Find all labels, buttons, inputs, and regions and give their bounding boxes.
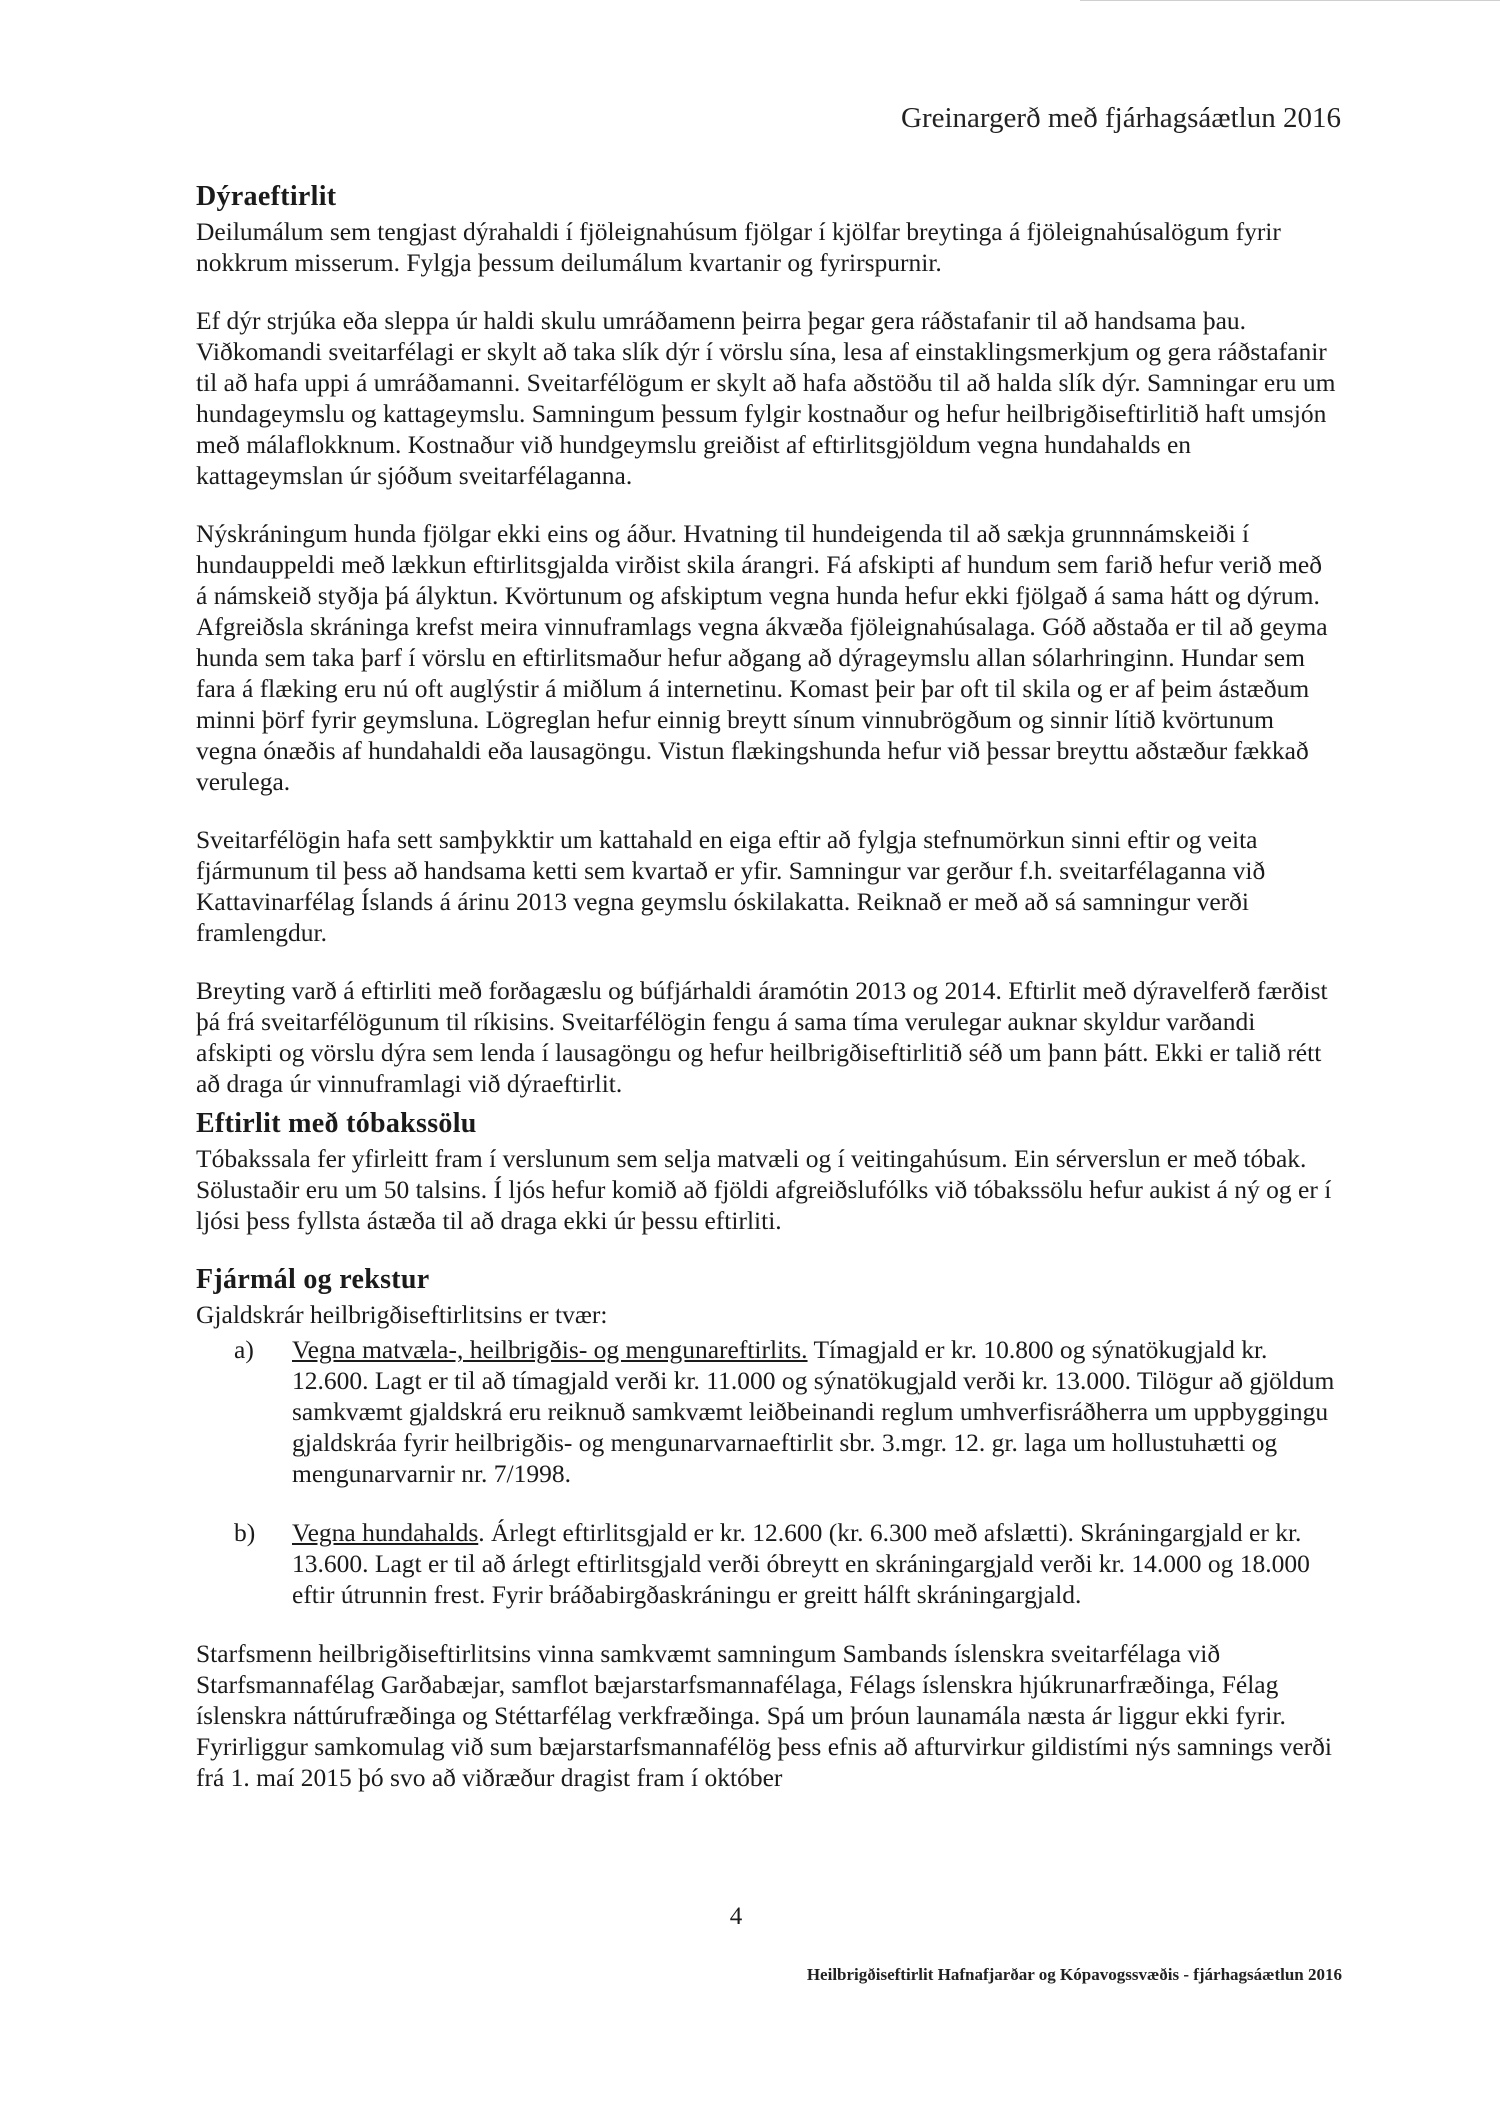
scan-edge-line <box>1080 0 1500 1</box>
paragraph: Deilumálum sem tengjast dýrahaldi í fjöleignahúsum fjölgar í kjölfar breytinga á fjöleignahúsalögum fyrir nokkrum misserum. Fylgja þessum deilumálum kvartanir og fyrirspurnir. <box>196 217 1281 277</box>
paragraph: Breyting varð á eftirliti með forðagæslu og búfjárhaldi áramótin 2013 og 2014. Eftirlit með dýravelferð færðist þá frá sveitarfélögunum til ríkisins. Sveitarfélögin fengu á sama tíma verulegar auknar skyldur varðandi afskipti og vörslu dýra sem lenda í lausagöngu og hefur heilbrigðiseftirlitið séð um þann þátt. Ekki er talið rétt að draga úr vinnuframlagi við dýraeftirlit. <box>196 976 1328 1098</box>
page-number: 4 <box>729 1903 743 1930</box>
list-item-text: . Árlegt eftirlitsgjald er kr. 12.600 (kr. 6.300 með afslætti). Skráningargjald er kr. 13.600. Lagt er til að árlegt eftirlitsgjald verði óbreytt en skráningargjald verði kr. 14.000 og 18.000 eftir útrunnin frest. Fyrir bráðabirgðaskráningu er greitt hálft skráningargjald. <box>292 1518 1310 1609</box>
paragraph: Tóbakssala fer yfirleitt fram í verslunum sem selja matvæli og í veitingahúsum. Ein sérverslun er með tóbak. Sölustaðir eru um 50 talsins. Í ljós hefur komið að fjöldi afgreiðslufólks við tóbakssölu hefur aukist á ný og er í ljósi þess fyllsta ástæða til að draga ekki úr þessu eftirliti. <box>196 1144 1332 1235</box>
fee-list <box>196 1334 1336 1610</box>
paragraph: Gjaldskrár heilbrigðiseftirlitsins er tvær: <box>196 1300 608 1329</box>
page-content <box>196 180 1336 1820</box>
list-item-text: Tímagjald er kr. 10.800 og sýnatökugjald kr. 12.600. Lagt er til að tímagjald verði kr. 11.000 og sýnatökugjald verði kr. 13.000. Tilögur að gjöldum samkvæmt gjaldskrá eru reiknuð samkvæmt leiðbeinandi reglum umhverfisráðherra um uppbyggingu gjaldskráa fyrir heilbrigðis- og mengunarvarnaeftirlit sbr. 3.mgr. 12. gr. laga um hollustuhætti og mengunarvarnir nr. 7/1998. <box>292 1335 1335 1488</box>
list-item-body <box>292 1334 1336 1489</box>
list-item <box>196 1517 1336 1610</box>
page-footer: Heilbrigðiseftirlit Hafnafjarðar og Kópavogssvæðis - fjárhagsáætlun 2016 <box>806 1965 1342 1984</box>
paragraph: Starfsmenn heilbrigðiseftirlitsins vinna samkvæmt samningum Sambands íslenskra sveitarfélaga við Starfsmannafélag Garðabæjar, samflot bæjarstarfsmannafélaga, Félags íslenskra hjúkrunarfræðinga, Félag íslenskra náttúrufræðinga og Stéttarfélag verkfræðinga. Spá um þróun launamála næsta ár liggur ekki fyrir. Fyrirliggur samkomulag við sum bæjarstarfsmannafélög þess efnis að afturvirkur gildistími nýs samnings verði frá 1. maí 2015 þó svo að viðræður dragist fram í október <box>196 1639 1332 1792</box>
paragraph: Ef dýr strjúka eða sleppa úr haldi skulu umráðamenn þeirra þegar gera ráðstafanir til að handsama þau. Viðkomandi sveitarfélagi er skylt að taka slík dýr í vörslu sína, lesa af einstaklingsmerkjum og gera ráðstafanir til að hafa uppi á umráðamanni. Sveitarfélögum er skylt að hafa aðstöðu til að halda slík dýr. Samningar eru um hundageymslu og kattageymslu. Samningum þessum fylgir kostnaður og hefur heilbrigðiseftirlitið haft umsjón með málaflokknum. Kostnaður við hundgeymslu greiðist af eftirlitsgjöldum vegna hundahalds en kattageymslan úr sjóðum sveitarfélaganna. <box>196 306 1336 490</box>
list-item-body <box>292 1517 1336 1610</box>
list-marker: a) <box>234 1335 254 1364</box>
list-item-title: Vegna matvæla-, heilbrigðis- og mengunareftirlits. <box>292 1335 808 1364</box>
section-heading-fjarmal: Fjármál og rekstur <box>196 1264 430 1295</box>
section-heading-tobak: Eftirlit með tóbakssölu <box>196 1108 477 1139</box>
list-item <box>196 1334 1336 1489</box>
paragraph: Nýskráningum hunda fjölgar ekki eins og áður. Hvatning til hundeigenda til að sækja grunnnámskeiði í hundauppeldi með lækkun eftirlitsgjalda virðist skila árangri. Fá afskipti af hundum sem farið hefur verið með á námskeið styðja þá ályktun. Kvörtunum og afskiptum vegna hunda hefur ekki fjölgað á sama hátt og dýrum. Afgreiðsla skráninga krefst meira vinnuframlags vegna ákvæða fjöleignahúsalaga. Góð aðstaða er til að geyma hunda sem taka þarf í vörslu en eftirlitsmaður hefur aðgang að dýrageymslu allan sólarhringinn. Hundar sem fara á flæking eru nú oft auglýstir á miðlum á internetinu. Komast þeir þar oft til skila og er af þeim ástæðum minni þörf fyrir geymsluna. Lögreglan hefur einnig breytt sínum vinnubrögðum og sinnir lítið kvörtunum vegna ónæðis af hundahaldi eða lausagöngu. Vistun flækingshunda hefur við þessar breyttu aðstæður fækkað verulega. <box>196 519 1328 796</box>
section-heading-dyraeftirlit: Dýraeftirlit <box>196 181 337 212</box>
list-item-title: Vegna hundahalds <box>292 1518 479 1547</box>
list-marker: b) <box>234 1518 256 1547</box>
paragraph: Sveitarfélögin hafa sett samþykktir um kattahald en eiga eftir að fylgja stefnumörkun sinni eftir og veita fjármunum til þess að handsama ketti sem kvartað er yfir. Samningur var gerður f.h. sveitarfélaganna við Kattavinarfélag Íslands á árinu 2013 vegna geymslu óskilakatta. Reiknað er með að sá samningur verði framlengdur. <box>196 825 1266 947</box>
page-header-title: Greinargerð með fjárhagsáætlun 2016 <box>901 102 1341 134</box>
